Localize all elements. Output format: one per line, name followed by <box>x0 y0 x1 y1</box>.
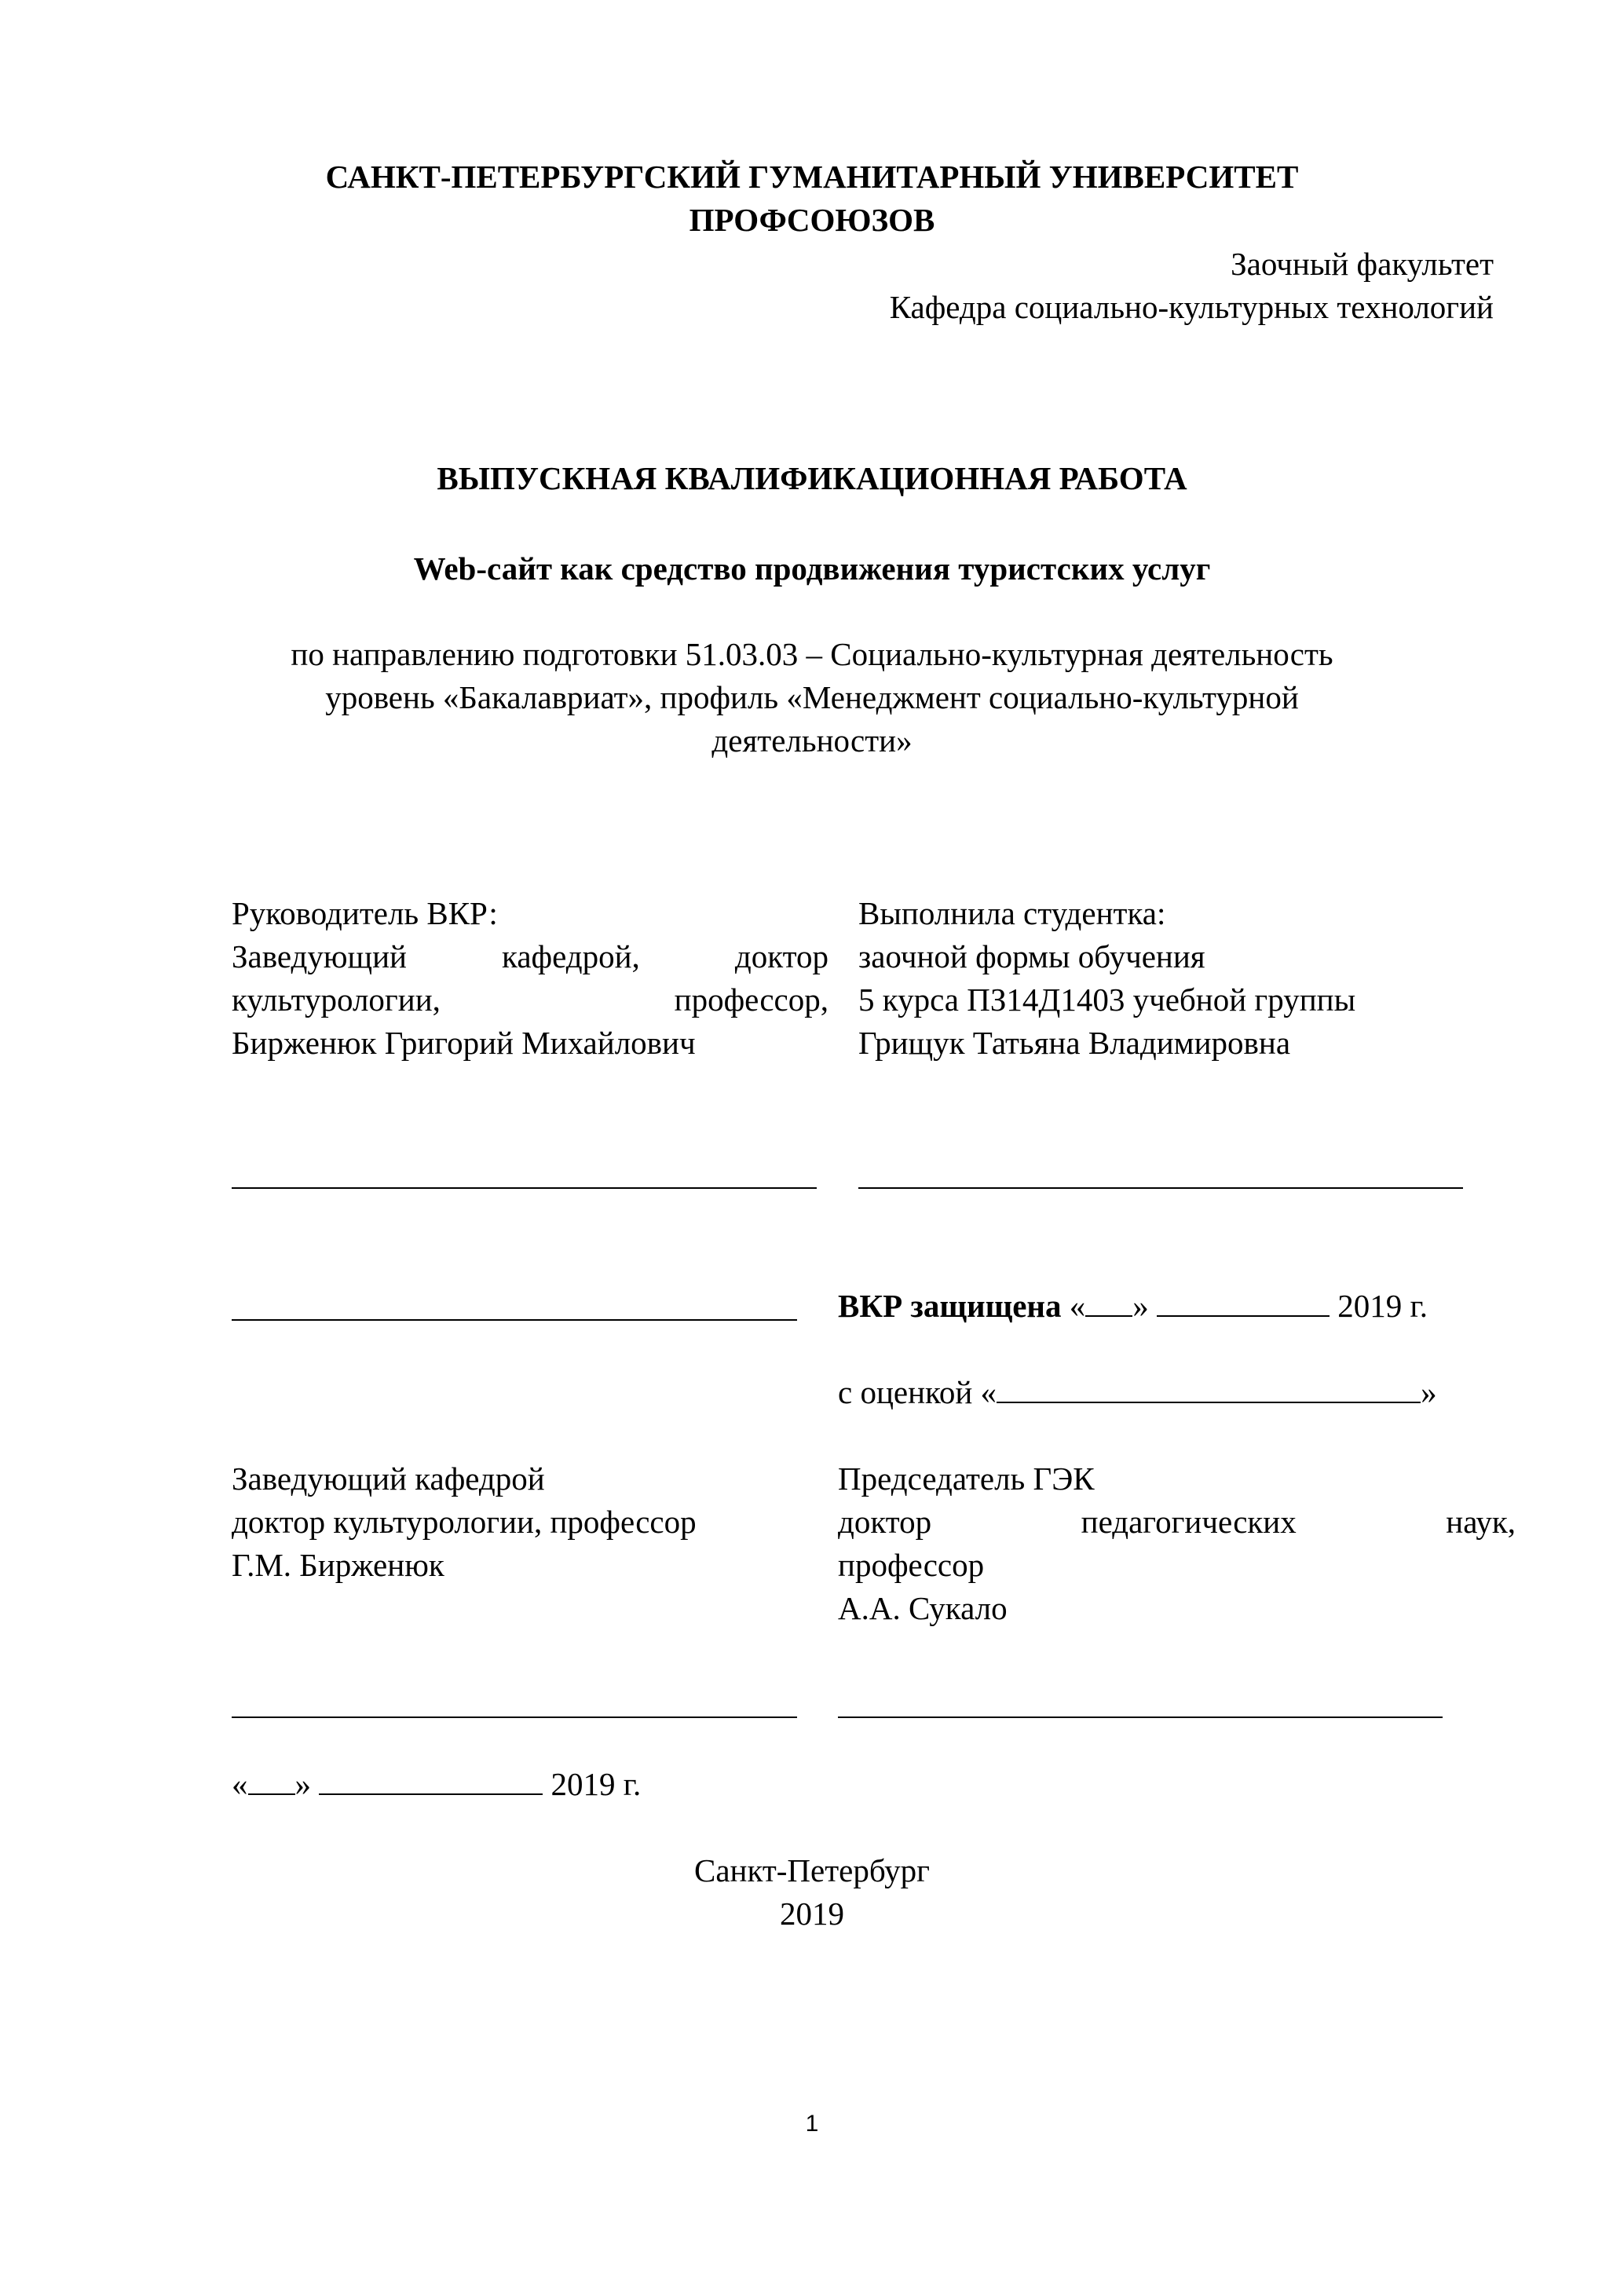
chairman-signature-line[interactable] <box>838 1717 1443 1718</box>
supervisor-position-word: культурологии, <box>232 982 441 1018</box>
date-year: 2019 г. <box>550 1766 642 1802</box>
thesis-topic: Web-сайт как средство продвижения туристских услуг <box>413 550 1211 587</box>
work-type-title: ВЫПУСКНАЯ КВАЛИФИКАЦИОННАЯ РАБОТА <box>437 460 1187 496</box>
defense-status <box>838 1284 1428 1328</box>
blank-signature-line[interactable] <box>232 1319 797 1321</box>
grade-field[interactable] <box>997 1370 1421 1403</box>
supervisor-position-word: кафедрой, <box>502 938 640 974</box>
defense-open-quote: « <box>1069 1288 1086 1324</box>
chairman-degree-line <box>838 1501 1516 1544</box>
student-group: 5 курса ПЗ14Д1403 учебной группы <box>858 982 1356 1018</box>
head-signature-line[interactable] <box>232 1717 797 1718</box>
grade-label: с оценкой « <box>838 1374 997 1410</box>
supervisor-label: Руководитель ВКР: <box>232 895 498 931</box>
grade-close-quote: » <box>1421 1374 1437 1410</box>
student-study-form: заочной формы обучения <box>858 938 1205 974</box>
supervisor-position-word: доктор <box>734 938 828 974</box>
date-month-field[interactable] <box>319 1762 543 1795</box>
supervisor-signature-line[interactable] <box>232 1187 817 1189</box>
defense-day-field[interactable] <box>1085 1284 1132 1317</box>
faculty-name: Заочный факультет <box>1231 246 1494 282</box>
chairman-degree-word: педагогических <box>1081 1504 1297 1540</box>
head-name: Г.М. Бирженюк <box>232 1547 444 1583</box>
direction-line-2: уровень «Бакалавриат», профиль «Менеджмент социально-культурной <box>325 679 1299 715</box>
date-open-quote: « <box>232 1766 248 1802</box>
chairman-title: Председатель ГЭК <box>838 1461 1095 1497</box>
supervisor-position-word: Заведующий <box>232 938 407 974</box>
university-name-line2: ПРОФСОЮЗОВ <box>689 202 935 238</box>
chairman-degree-word: наук, <box>1446 1504 1516 1540</box>
year: 2019 <box>780 1896 844 1932</box>
student-name: Грищук Татьяна Владимировна <box>858 1025 1291 1061</box>
defense-year: 2019 г. <box>1337 1288 1428 1324</box>
date-close-quote: » <box>294 1766 311 1802</box>
supervisor-name: Бирженюк Григорий Михайлович <box>232 1025 696 1061</box>
defense-label: ВКР защищена <box>838 1288 1062 1324</box>
chairman-name: А.А. Сукало <box>838 1590 1008 1626</box>
city: Санкт-Петербург <box>694 1852 930 1888</box>
page-number: 1 <box>805 2111 819 2137</box>
defense-month-field[interactable] <box>1157 1284 1330 1317</box>
student-signature-line[interactable] <box>858 1187 1463 1189</box>
defense-close-quote: » <box>1132 1288 1149 1324</box>
student-label: Выполнила студентка: <box>858 895 1166 931</box>
supervisor-position-line2 <box>232 978 828 1022</box>
direction-line-1: по направлению подготовки 51.03.03 – Социально-культурная деятельность <box>291 636 1333 672</box>
direction-line-3: деятельности» <box>711 722 913 759</box>
head-position-line2: доктор культурологии, профессор <box>232 1504 697 1540</box>
chairman-rank: профессор <box>838 1547 985 1583</box>
university-name-line1: САНКТ-ПЕТЕРБУРГСКИЙ ГУМАНИТАРНЫЙ УНИВЕРСИТЕТ <box>325 159 1299 195</box>
supervisor-position-word: профессор, <box>674 982 828 1018</box>
head-position-line1: Заведующий кафедрой <box>232 1461 545 1497</box>
grade-row <box>838 1370 1437 1414</box>
approval-date-row <box>232 1762 641 1806</box>
department-name: Кафедра социально-культурных технологий <box>889 289 1494 325</box>
supervisor-position-line1 <box>232 935 828 978</box>
chairman-degree-word: доктор <box>838 1504 932 1540</box>
date-day-field[interactable] <box>248 1762 295 1795</box>
